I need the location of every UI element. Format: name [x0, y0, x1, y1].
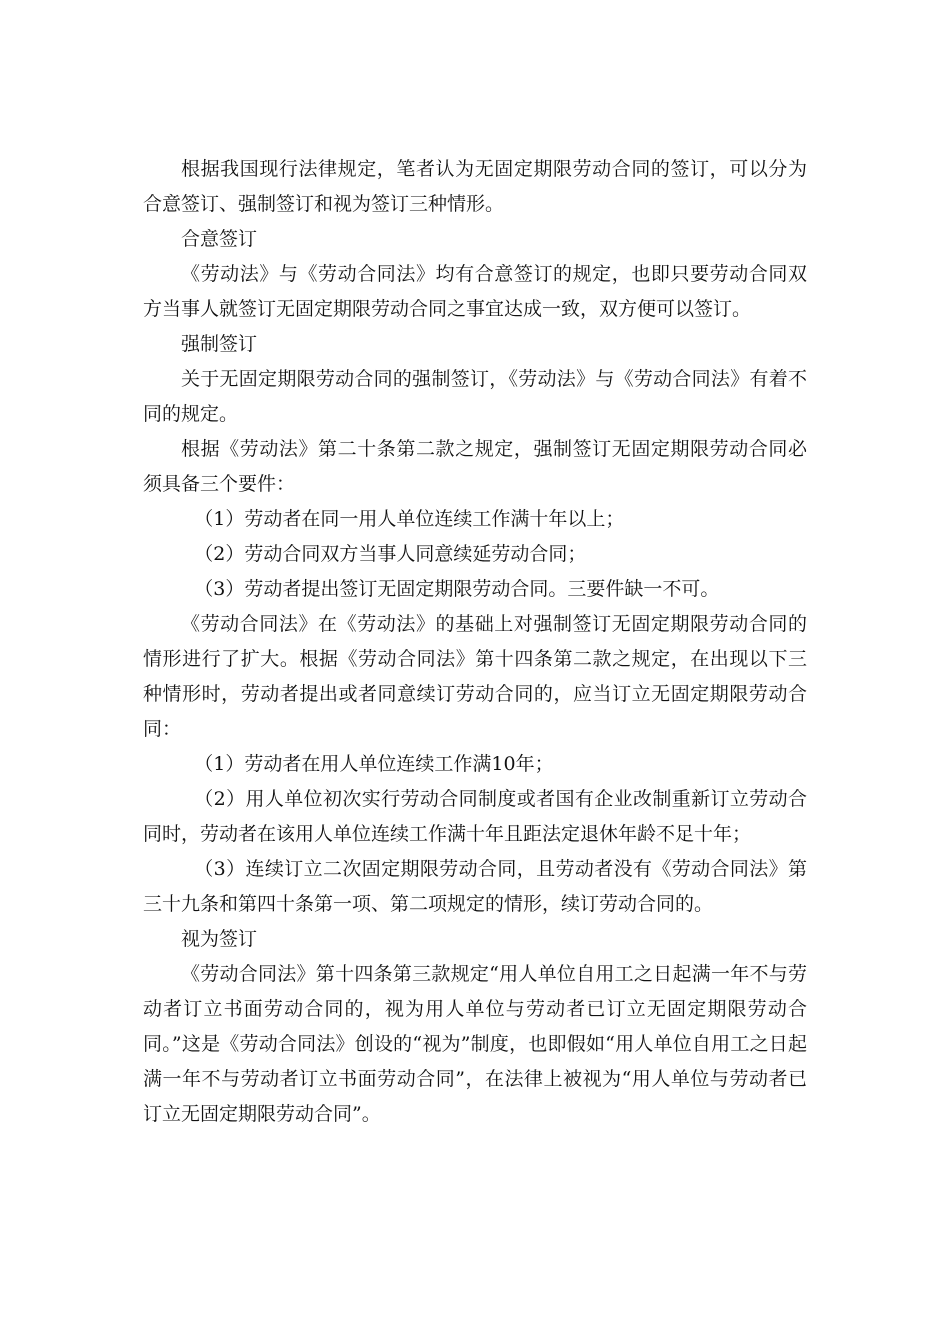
list-item: （1）劳动者在同一用人单位连续工作满十年以上； — [194, 508, 625, 530]
paragraph-consensual-signing: 《劳动法》与《劳动合同法》均有合意签订的规定，也即只要劳动合同双方当事人就签订无固定期限劳动合同之事宜达成一致，双方便可以签订。 — [143, 263, 807, 320]
list-item: （3）劳动者提出签订无固定期限劳动合同。三要件缺一不可。 — [194, 578, 720, 600]
paragraph-labor-law-requirements: 根据《劳动法》第二十条第二款之规定，强制签订无固定期限劳动合同必须具备三个要件： — [143, 438, 807, 495]
document-body — [143, 152, 807, 1132]
heading-consensual-signing: 合意签订 — [181, 228, 258, 250]
list-item: （2）劳动合同双方当事人同意续延劳动合同； — [194, 543, 587, 565]
paragraph-compulsory-intro: 关于无固定期限劳动合同的强制签订，《劳动法》与《劳动合同法》有着不同的规定。 — [143, 368, 807, 425]
paragraph-intro: 根据我国现行法律规定，笔者认为无固定期限劳动合同的签订，可以分为合意签订、强制签订和视为签订三种情形。 — [143, 158, 807, 215]
heading-compulsory-signing: 强制签订 — [181, 333, 258, 355]
list-item: （2）用人单位初次实行劳动合同制度或者国有企业改制重新订立劳动合同时，劳动者在该用人单位连续工作满十年且距法定退休年龄不足十年； — [143, 788, 807, 845]
paragraph-contract-law-expansion: 《劳动合同法》在《劳动法》的基础上对强制签订无固定期限劳动合同的情形进行了扩大。根据《劳动合同法》第十四条第二款之规定，在出现以下三种情形时，劳动者提出或者同意续订劳动合同的，应当订立无固定期限劳动合同： — [143, 613, 807, 740]
list-item: （3）连续订立二次固定期限劳动合同，且劳动者没有《劳动合同法》第三十九条和第四十条第一项、第二项规定的情形，续订劳动合同的。 — [143, 858, 807, 915]
paragraph-deemed-signing: 《劳动合同法》第十四条第三款规定“用人单位自用工之日起满一年不与劳动者订立书面劳动合同的，视为用人单位与劳动者已订立无固定期限劳动合同。”这是《劳动合同法》创设的“视为”制度，也即假如“用人单位自用工之日起满一年不与劳动者订立书面劳动合同”，在法律上被视为“用人单位与劳动者已订立无固定期限劳动合同”。 — [143, 963, 807, 1125]
heading-deemed-signing: 视为签订 — [181, 928, 258, 950]
list-item: （1）劳动者在用人单位连续工作满10年； — [194, 753, 554, 775]
